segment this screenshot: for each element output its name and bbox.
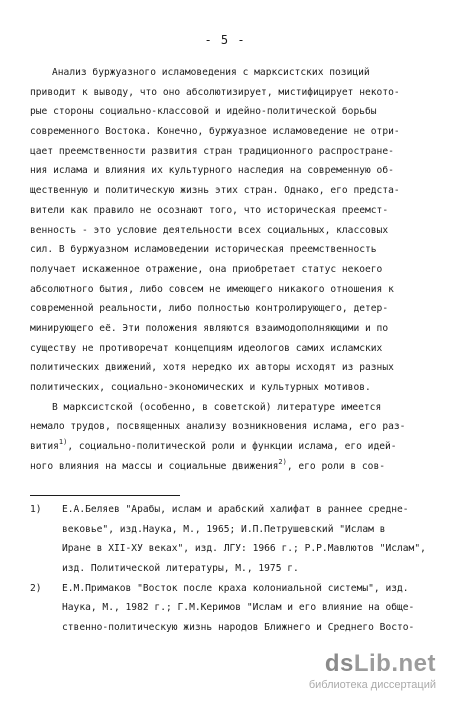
text-line: абсолютного бытия, либо совсем не имеющего никакого отношения к: [30, 283, 394, 295]
text-line: вители как правило не осознают того, что историческая преемст-: [30, 204, 389, 216]
footnote-marker: 2): [30, 582, 42, 594]
text-line: современного Востока. Конечно, буржуазное исламоведение не отри-: [30, 126, 400, 138]
text-segment: , его роли в сов-: [286, 460, 386, 472]
watermark-caption: библиотека диссертаций: [308, 679, 436, 691]
text-line: существу не противоречат концепциям идеологов самих исламских: [30, 342, 383, 354]
footnote-marker: 1): [30, 504, 42, 515]
text-line: политических движений, хотя нередко их авторы исходят из разных: [30, 362, 394, 374]
text-line: ния ислама и влияния их культурного наследия на современную об-: [30, 165, 394, 177]
text-segment: , социально-политической роли и функции ислама, его идей-: [67, 441, 397, 453]
footnotes: [30, 500, 435, 638]
footnote-line: ственно-политическую жизнь народов Ближнего и Среднего Восто-: [62, 622, 415, 634]
watermark-logo-suffix: Lib.net: [353, 650, 436, 677]
footnote-divider: [30, 495, 180, 496]
text-line: приводит к выводу, что оно абсолютизирует, мистифицирует некото-: [30, 86, 400, 98]
watermark-logo-prefix: ds: [324, 650, 354, 677]
watermark-logo: [325, 650, 436, 678]
text-line: цает преемственности развития стран традиционного распростране-: [30, 145, 394, 157]
text-line: [30, 437, 430, 457]
footnote-line: Наука, М., 1982 г.; Г.М.Керимов "Ислам и его влияние на обще-: [62, 602, 415, 614]
text-line: В марксистской (особенно, в советской) литературе имеется: [52, 401, 382, 413]
footnote-text: Е.А.Беляев "Арабы, ислам и арабский халифат в раннее средне-: [62, 504, 409, 515]
footnote-reference: 2): [278, 457, 287, 466]
text-line: политических, социально-экономических и культурных мотивов.: [30, 382, 371, 393]
paragraph-container: [30, 63, 430, 476]
text-line: венность - это условие деятельности всех социальных, классовых: [30, 224, 389, 236]
text-line: Анализ буржуазного исламоведения с марксистских позиций: [52, 67, 370, 78]
text-line: щественную и политическую жизнь этих стран. Однако, его предста-: [30, 185, 400, 197]
body-text: [30, 63, 430, 476]
footnote-line: вековье", изд.Наука, М., 1965; И.П.Петрушевский "Ислам в: [62, 523, 386, 535]
footnote-line: Иране в XII-XУ веках", изд. ЛГУ: 1966 г.; Р.Р.Мавлютов "Ислам",: [62, 543, 426, 555]
text-line: минирующего её. Эти положения являются взаимодополняющими и по: [30, 322, 389, 334]
footnote-line: [30, 579, 435, 599]
text-line: немало трудов, посвященных анализу возникновения ислама, его раз-: [30, 421, 406, 433]
text-line: [30, 457, 430, 477]
footnote-line: [30, 500, 435, 520]
text-segment: вития: [30, 441, 59, 453]
footnote-reference: 1): [58, 438, 68, 447]
text-segment: ного влияния на массы и социальные движения: [30, 460, 279, 472]
page-number: - 5 -: [204, 33, 246, 47]
watermark: [246, 650, 436, 694]
text-line: рые стороны социально-классовой и идейно-политической борьбы: [30, 106, 377, 118]
text-line: получает искаженное отражение, она приобретает статус некоего: [30, 263, 383, 275]
footnote-line: изд. Политической литературы, М., 1975 г.: [62, 563, 299, 575]
text-line: сил. В буржуазном исламоведении историческая преемственность: [30, 244, 377, 256]
footnote-text: Е.М.Примаков "Восток после краха колониальной системы", изд.: [62, 582, 409, 594]
text-line: современной реальности, либо полностью контролирующего, детер-: [30, 303, 389, 315]
